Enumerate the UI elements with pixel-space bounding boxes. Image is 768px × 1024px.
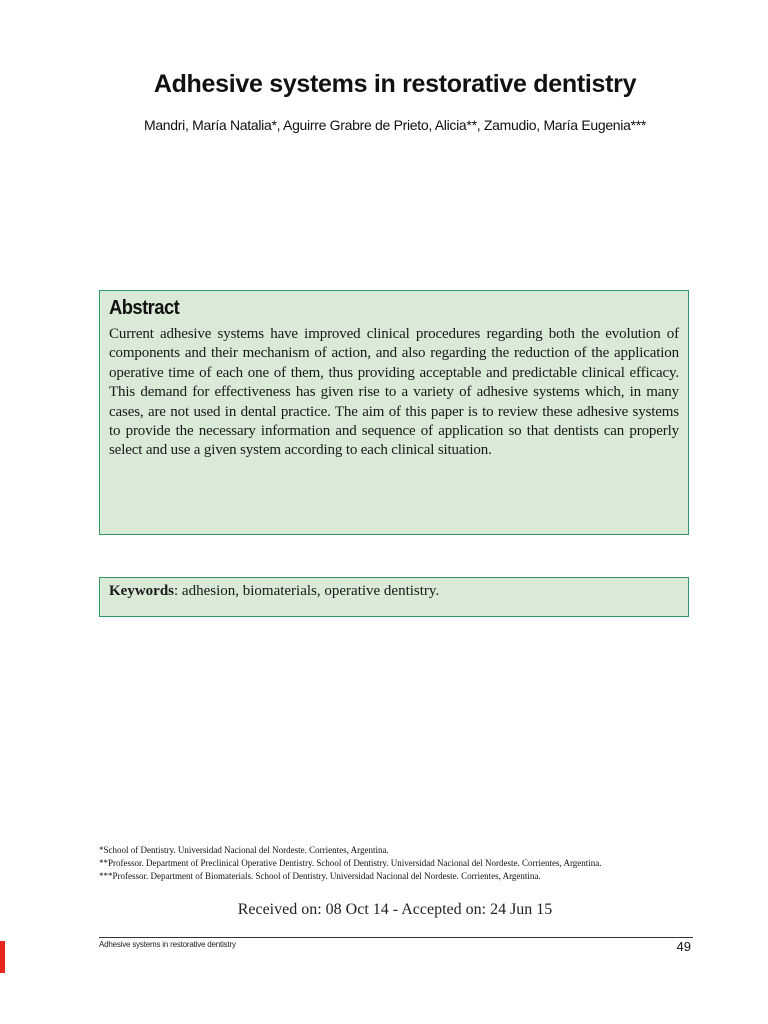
footnote-3: ***Professor. Department of Biomaterials. School of Dentistry. Universidad Nacional del Nordeste. Corrientes, Argentina. [99, 871, 541, 881]
paper-title: Adhesive systems in restorative dentistry [153, 70, 637, 98]
running-title: Adhesive systems in restorative dentistry [99, 940, 236, 949]
page-number: 49 [676, 939, 691, 954]
footnote-1: *School of Dentistry. Universidad Nacional del Nordeste. Corrientes, Argentina. [99, 845, 389, 855]
received-accepted-dates: Received on: 08 Oct 14 - Accepted on: 24 Jun 15 [237, 901, 553, 918]
footer-divider [99, 937, 693, 938]
abstract-heading: Abstract [109, 297, 180, 319]
footnote-2: **Professor. Department of Preclinical Operative Dentistry. School of Dentistry. Universidad Nacional del Nordeste. Corrientes, Argentina. [99, 858, 602, 868]
abstract-text: Current adhesive systems have improved clinical procedures regarding both the evolution of components and their mechanism of action, and also regarding the reduction of the application operative time of each one of them, thus providing acceptable and predictable clinical efficacy. This demand for effectiveness has given rise to a variety of adhesive systems which, in many cases, are not used in dental practice. The aim of this paper is to review these adhesive systems to provide the necessary information and sequence of application so that dentists can properly select and use a given system according to each clinical situation. [109, 326, 679, 459]
keywords-label: Keywords [109, 583, 174, 599]
keywords-box [99, 577, 689, 617]
footnotes [99, 844, 693, 883]
keywords-text: : adhesion, biomaterials, operative dentistry. [174, 583, 440, 599]
author-list: Mandri, María Natalia*, Aguirre Grabre de Prieto, Alicia**, Zamudio, María Eugenia*** [143, 117, 647, 133]
edge-color-marker [0, 941, 5, 973]
abstract-box [99, 290, 689, 535]
